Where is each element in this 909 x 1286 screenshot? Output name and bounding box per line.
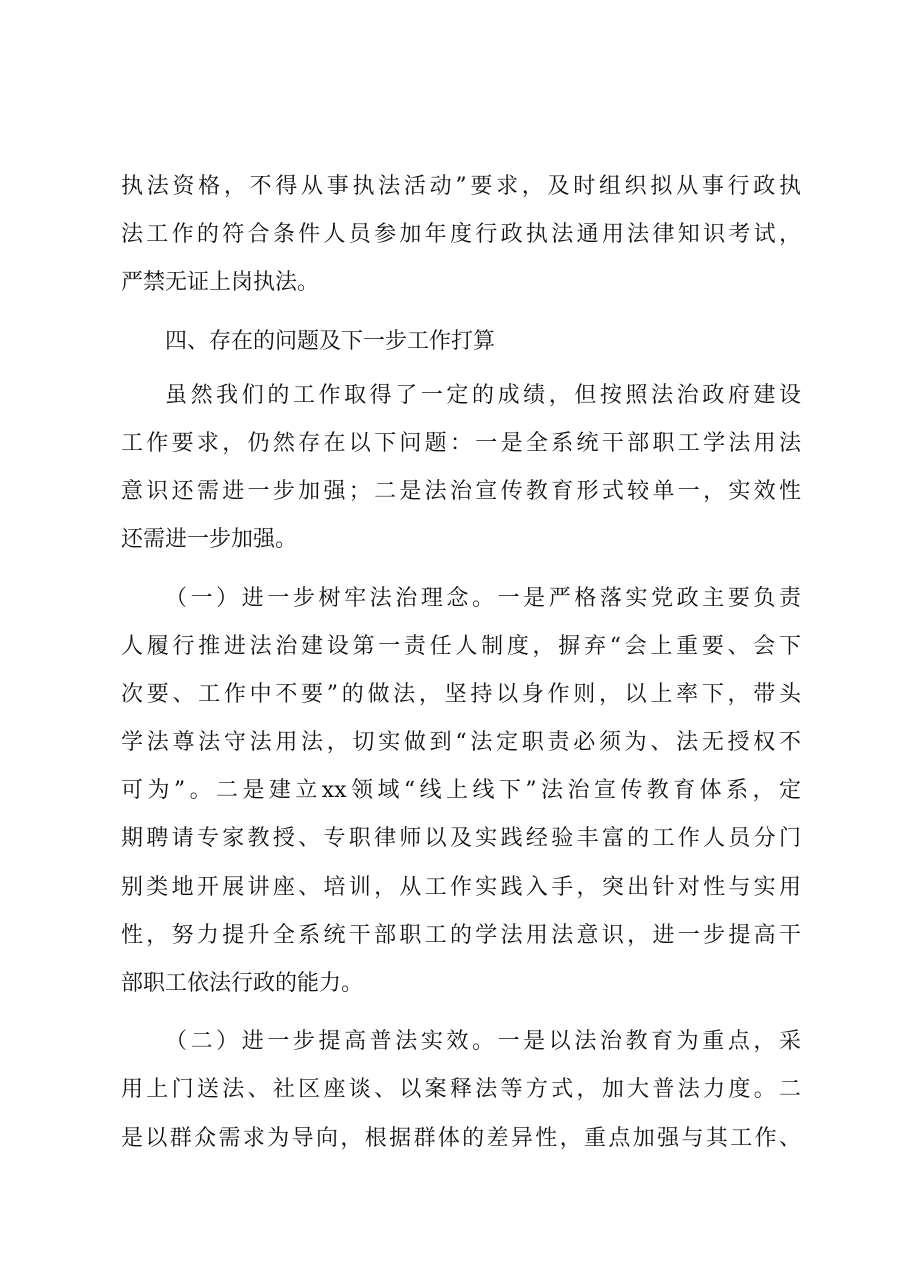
continuation-line-1: 执法资格，不得从事执法活动”要求，及时组织拟从事行政执 [121,174,801,199]
item1-line-2: 人履行推进法治建设第一责任人制度，摒弃“会上重要、会下 [121,633,801,659]
item1-line-5: 可为”。二是建立xx领域“线上线下”法治宣传教育体系，定 [121,778,801,804]
item1-line-8: 性，努力提升全系统干部职工的学法用法意识，进一步提高干 [121,922,801,948]
item2-line-1: （二）进一步提高普法实效。一是以法治教育为重点，采 [165,1029,801,1055]
item1-line-4: 学法尊法守法用法，切实做到“法定职责必须为、法无授权不 [121,730,801,756]
item1-line-6: 期聘请专家教授、专职律师以及实践经验丰富的工作人员分门 [121,826,801,852]
intro-line-1: 虽然我们的工作取得了一定的成绩，但按照法治政府建设 [165,382,801,408]
continuation-line-2: 法工作的符合条件人员参加年度行政执法通用法律知识考试， [121,222,801,248]
item2-line-2: 用上门送法、社区座谈、以案释法等方式，加大普法力度。二 [121,1077,801,1103]
continuation-line-3: 严禁无证上岗执法。 [121,270,320,296]
item2-line-3: 是以群众需求为导向，根据群体的差异性，重点加强与其工作、 [121,1125,801,1151]
spacer [121,308,801,318]
item1-line-1: （一）进一步树牢法治理念。一是严格落实党政主要负责 [165,585,801,611]
spacer [121,565,801,575]
intro-line-2: 工作要求，仍然存在以下问题：一是全系统干部职工学法用法 [121,430,801,456]
document-body [121,163,801,1163]
spacer [121,1008,801,1018]
section-heading: 四、存在的问题及下一步工作打算 [165,328,496,354]
intro-line-4: 还需进一步加强。 [121,527,298,553]
intro-line-3: 意识还需进一步加强；二是法治宣传教育形式较单一，实效性 [121,479,801,505]
item1-line-3: 次要、工作中不要”的做法，坚持以身作则，以上率下，带头 [121,681,801,707]
item1-line-7: 别类地开展讲座、培训，从工作实践入手，突出针对性与实用 [121,874,801,900]
item1-line-9: 部职工依法行政的能力。 [121,971,364,996]
